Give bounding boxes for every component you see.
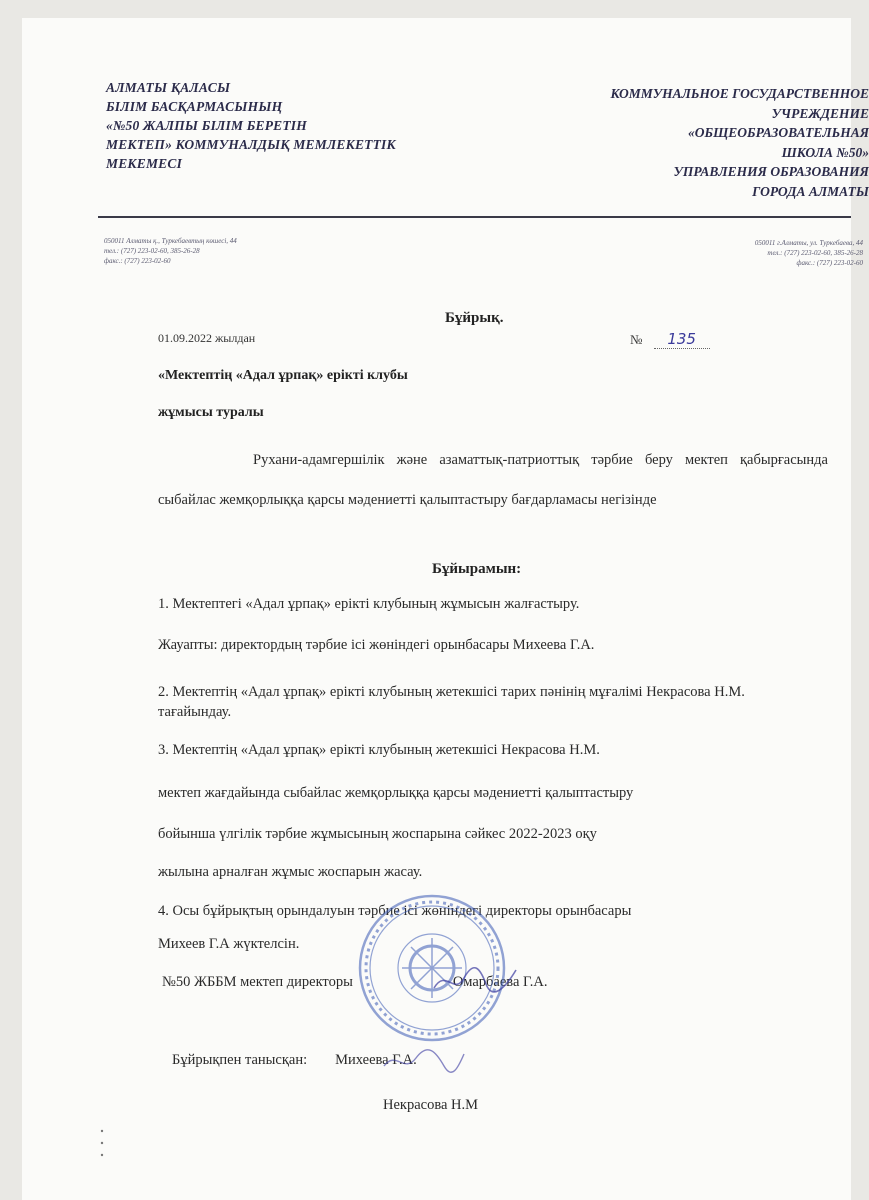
signature-name: Омарбаева Г.А. <box>452 974 548 990</box>
header-right-line: КОММУНАЛЬНОЕ ГОСУДАРСТВЕННОЕ <box>610 86 869 101</box>
ack-name: Михеева Г.А. <box>335 1052 417 1068</box>
header-left-line: МЕКТЕП» КОММУНАЛДЫҚ МЕМЛЕКЕТТІК <box>106 137 396 152</box>
ack-name: Некрасова Н.М <box>383 1097 479 1113</box>
order-item-2: 2. Мектептің «Адал ұрпақ» ерікті клубының жетекшісі тарих пәнінің мұғалімі Некрасова Н.М. тағайындау. <box>158 684 745 720</box>
scan-artifact-icon <box>100 1128 104 1158</box>
director-signature-icon <box>430 960 520 1000</box>
order-item-1-responsible: Жауапты: директордың тәрбие ісі жөніндегі орынбасары Михеева Г.А. <box>158 637 595 653</box>
address-right <box>640 238 863 268</box>
header-right-line: УЧРЕЖДЕНИЕ <box>771 105 869 121</box>
header-left-line: БІЛІМ БАСҚАРМАСЫНЫҢ <box>106 99 283 114</box>
order-item-3-line: жылына арналған жұмыс жоспарын жасау. <box>158 864 423 880</box>
header-right-russian <box>520 84 869 201</box>
signature-role: №50 ЖББМ мектеп директоры <box>162 974 353 990</box>
document-title: Бұйрық. <box>445 310 504 326</box>
document-number <box>630 330 710 349</box>
number-value: 135 <box>654 330 710 349</box>
header-divider <box>98 216 851 218</box>
header-left-kazakh <box>106 78 506 173</box>
header-left-line: МЕКЕМЕСІ <box>106 156 183 171</box>
ack-signature-icon <box>378 1046 468 1076</box>
ack-label: Бұйрықпен танысқан: <box>172 1052 308 1068</box>
intro-paragraph: Рухани-адамгершілік және азаматтық-патриоттық тәрбие беру мектеп қабырғасында сыбайлас жемқорлыққа қарсы мәдениетті қалыптастыру бағдарламасы негізінде <box>158 452 828 508</box>
order-item-3-line: 3. Мектептің «Адал ұрпақ» ерікті клубының жетекшісі Некрасова Н.М. <box>158 742 600 758</box>
order-item-1: 1. Мектептегі «Адал ұрпақ» ерікті клубының жұмысын жалғастыру. <box>158 596 580 612</box>
address-line: факс.: (727) 223-02-60 <box>796 259 863 267</box>
header-right-line: ШКОЛА №50» <box>781 144 869 160</box>
subject-line: «Мектептің «Адал ұрпақ» ерікті клубы <box>158 368 408 383</box>
address-line: тел.: (727) 223-02-60, 385-26-28 <box>767 249 863 257</box>
order-item-4-line: Михеев Г.А жүктелсін. <box>158 936 300 952</box>
header-right-line: ГОРОДА АЛМАТЫ <box>752 183 869 199</box>
address-line: факс.: (727) 223-02-60 <box>104 257 171 265</box>
address-line: 050011 г.Алматы, ул. Туркебаева, 44 <box>754 239 863 247</box>
subject-line: жұмысы туралы <box>158 405 264 420</box>
number-label: № <box>630 332 643 347</box>
header-right-line: УПРАВЛЕНИЯ ОБРАЗОВАНИЯ <box>673 164 869 179</box>
header-right-line: «ОБЩЕОБРАЗОВАТЕЛЬНАЯ <box>688 125 869 140</box>
header-left-line: «№50 ЖАЛПЫ БІЛІМ БЕРЕТІН <box>106 118 307 133</box>
address-line: 050011 Алматы қ., Туркебаевтың көшесі, 44 <box>104 237 237 245</box>
address-left <box>104 236 364 266</box>
order-item-3-line: бойынша үлгілік тәрбие жұмысының жоспарына сәйкес 2022-2023 оқу <box>158 826 597 842</box>
address-line: тел.: (727) 223-02-60, 385-26-28 <box>104 247 200 255</box>
order-heading: Бұйырамын: <box>432 561 522 577</box>
order-item-4-line: 4. Осы бұйрықтың орындалуын тәрбие ісі жөніндегі директоры орынбасары <box>158 903 632 919</box>
header-left-line: АЛМАТЫ ҚАЛАСЫ <box>106 80 231 95</box>
document-date: 01.09.2022 жылдан <box>158 331 256 345</box>
order-item-3-line: мектеп жағдайында сыбайлас жемқорлыққа қарсы мәдениетті қалыптастыру <box>158 785 634 801</box>
